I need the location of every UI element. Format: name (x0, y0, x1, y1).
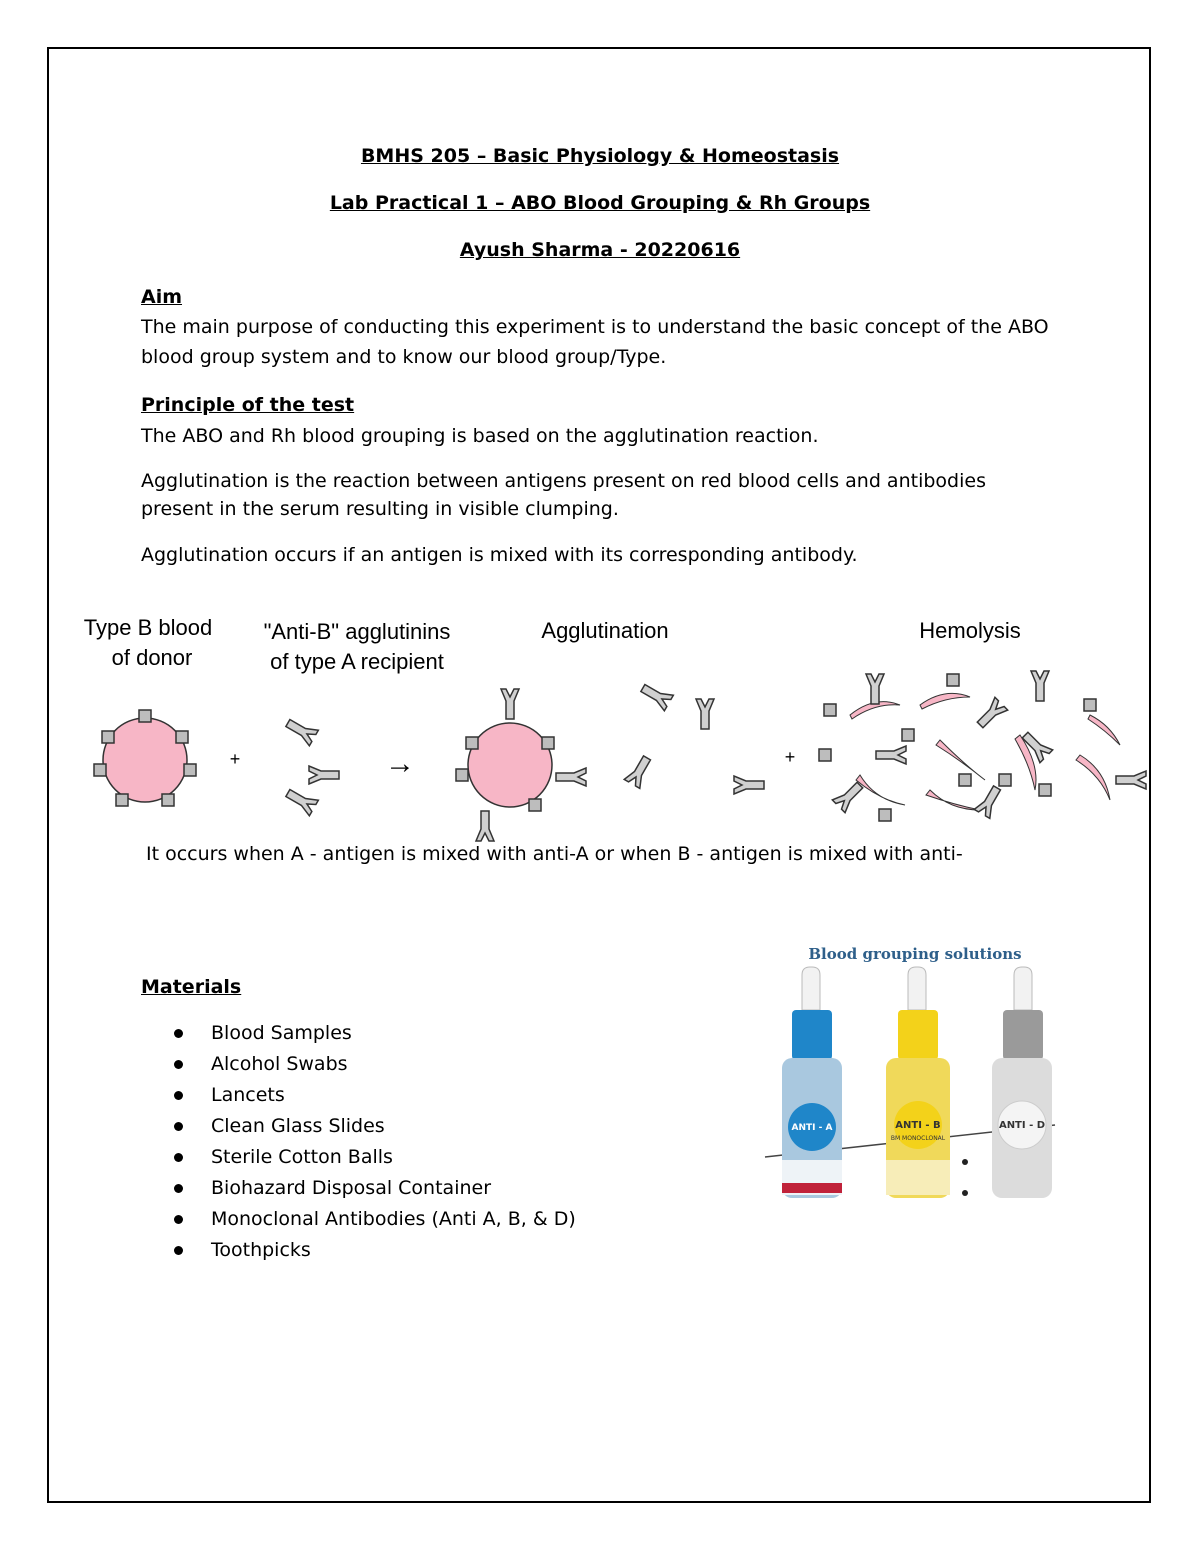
free-antibodies (283, 715, 339, 816)
bottle2-label: ANTI - B (895, 1120, 941, 1131)
list-item: Clean Glass Slides (141, 1111, 576, 1142)
principle-p1: The ABO and Rh blood grouping is based on the agglutination reaction. (141, 425, 819, 447)
label-donor-2: of donor (111, 645, 193, 670)
bullet-icon (174, 1091, 183, 1100)
list-item: Monoclonal Antibodies (Anti A, B, & D) (141, 1204, 576, 1235)
plus-sign-1: + (229, 749, 241, 769)
bullet-icon (174, 1153, 183, 1162)
bottle-anti-d (992, 967, 1052, 1198)
list-item: Alcohol Swabs (141, 1049, 576, 1080)
materials-list (141, 1018, 576, 1266)
aim-heading: Aim (141, 286, 183, 308)
scattered-antibodies (624, 680, 764, 794)
bullet-icon (174, 1246, 183, 1255)
label-donor-1: Type B blood (83, 615, 213, 640)
list-item: Blood Samples (141, 1018, 576, 1049)
agglutination-caption: It occurs when A - antigen is mixed with anti-A or when B - antigen is mixed with anti- (146, 843, 963, 865)
bullet-icon (174, 1122, 183, 1131)
bullet-icon (174, 1184, 183, 1193)
label-agglutination: Agglutination (541, 618, 669, 643)
bullet-icon (174, 1215, 183, 1224)
agglutination-diagram (60, 605, 1150, 845)
reaction-arrow: → (385, 747, 415, 780)
list-item: Toothpicks (141, 1235, 576, 1266)
course-title: BMHS 205 – Basic Physiology & Homeostasis (360, 145, 840, 167)
agglutinated-red-cell (456, 689, 586, 841)
aim-text: The main purpose of conducting this experiment is to understand the basic concept of the ABO blood group system and to know our blood group/Type. (141, 316, 1049, 368)
list-item: Lancets (141, 1080, 576, 1111)
label-antibody-1: "Anti-B" agglutinins (263, 619, 451, 644)
bullet-icon (174, 1029, 183, 1038)
bottle3-label: ANTI - D (998, 1120, 1046, 1131)
plus-sign-2: + (784, 747, 796, 767)
donor-red-cell (94, 710, 196, 806)
principle-p3: Agglutination occurs if an antigen is mixed with its corresponding antibody. (141, 544, 858, 566)
photo-title: Blood grouping solutions (808, 945, 1022, 963)
author-line: Ayush Sharma - 20220616 (459, 239, 741, 261)
principle-p2: Agglutination is the reaction between antigens present on red blood cells and antibodies present in the serum resulting in visible clumping. (141, 470, 986, 520)
bottle-anti-b (886, 967, 950, 1198)
blood-grouping-solutions-image (760, 935, 1060, 1205)
lab-title: Lab Practical 1 – ABO Blood Grouping & Rh Groups (329, 192, 871, 214)
bullet-icon (174, 1060, 183, 1069)
hemolysis-fragments (819, 671, 1146, 821)
list-item: Sterile Cotton Balls (141, 1142, 576, 1173)
principle-heading: Principle of the test (141, 394, 355, 416)
list-item: Biohazard Disposal Container (141, 1173, 576, 1204)
bottle1-label: ANTI - A (791, 1123, 833, 1133)
bottle-anti-a (782, 967, 842, 1198)
label-antibody-2: of type A recipient (270, 649, 444, 674)
materials-heading: Materials (141, 976, 242, 998)
label-hemolysis: Hemolysis (919, 618, 1021, 643)
bottle2-sub: BM MONOCLONAL (890, 1135, 946, 1142)
